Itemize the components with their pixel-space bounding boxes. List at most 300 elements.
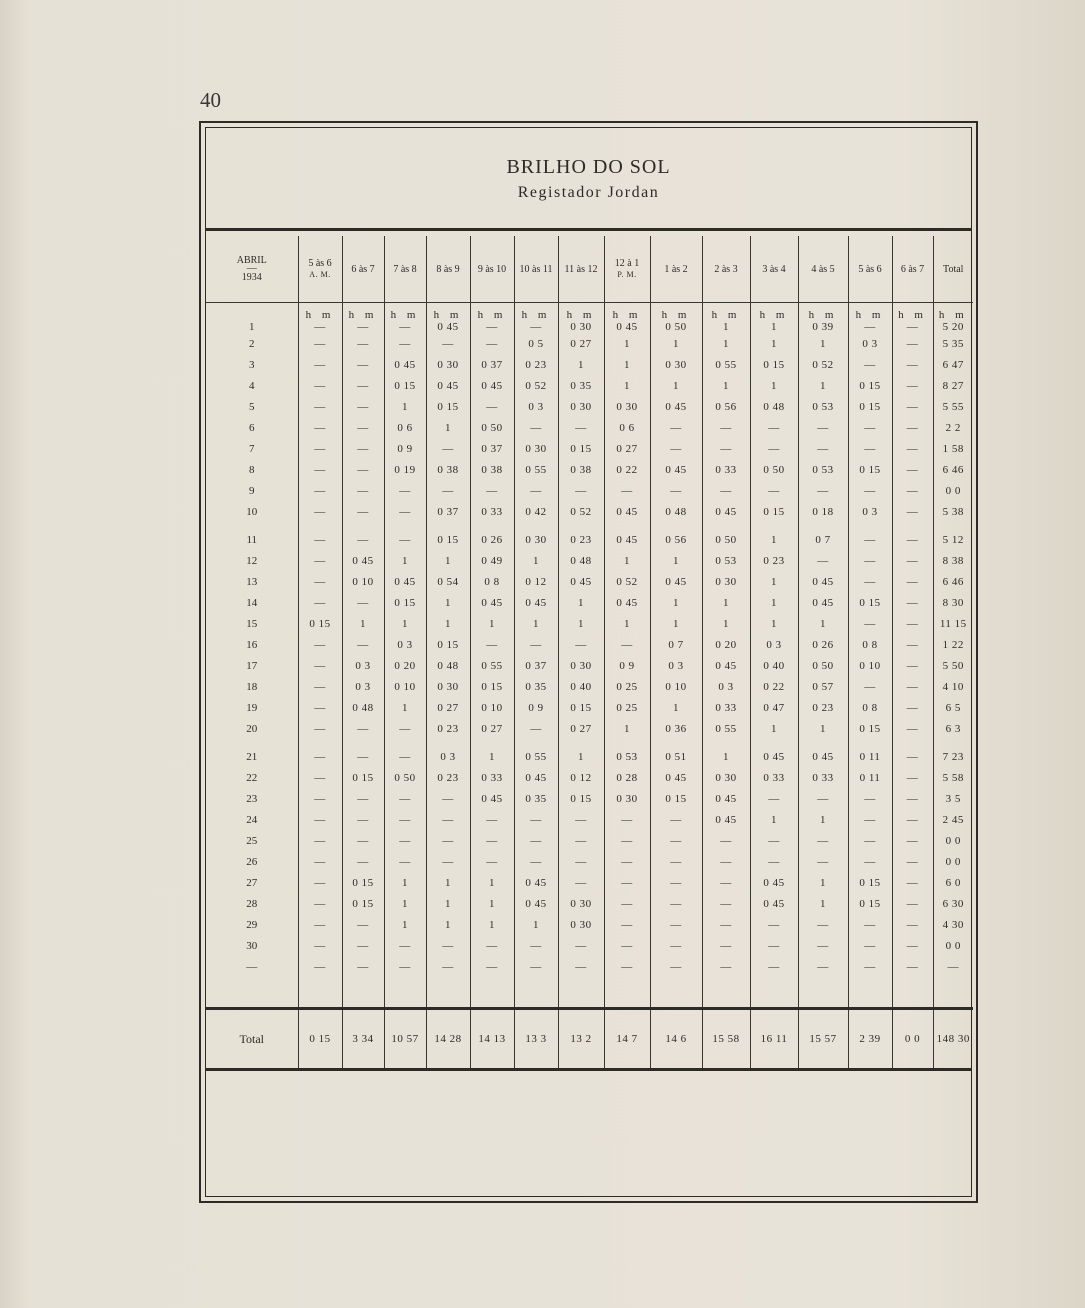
totals-label: Total <box>206 1009 298 1069</box>
hour-label: 10 às 11 <box>519 263 553 275</box>
duration-cell: 0 11 <box>848 767 892 788</box>
duration-cell <box>514 310 558 333</box>
total-value: 14 6 <box>650 1009 702 1069</box>
duration-cell: — <box>342 830 384 851</box>
duration-cell: 0 45 <box>604 529 650 550</box>
duration-cell: — <box>342 375 384 396</box>
duration-cell: 1 <box>426 613 470 634</box>
duration-cell: 1 <box>604 354 650 375</box>
duration-cell <box>558 310 604 333</box>
duration-cell: 0 47 <box>750 697 798 718</box>
spacer-cell <box>892 522 933 529</box>
duration-cell: 0 15 <box>750 501 798 522</box>
duration-cell: 0 22 <box>604 459 650 480</box>
duration-cell: 0 15 <box>342 872 384 893</box>
duration-cell: 1 <box>798 872 848 893</box>
duration-cell: 1 <box>470 613 514 634</box>
duration-cell: 0 53 <box>798 396 848 417</box>
duration-cell: 1 22 <box>933 634 973 655</box>
duration-cell: 0 15 <box>558 697 604 718</box>
spacer-cell <box>206 739 298 746</box>
duration-cell: — <box>892 935 933 956</box>
spacer-cell <box>798 522 848 529</box>
duration-value: — <box>486 321 498 333</box>
duration-cell: 3 5 <box>933 788 973 809</box>
total-value: 14 13 <box>470 1009 514 1069</box>
spacer-cell <box>848 739 892 746</box>
duration-cell: — <box>848 956 892 977</box>
duration-cell: 0 3 <box>426 746 470 767</box>
duration-cell <box>798 310 848 333</box>
duration-cell: 0 15 <box>650 788 702 809</box>
duration-cell: 0 27 <box>426 697 470 718</box>
day-row <box>206 613 973 634</box>
duration-cell: 0 45 <box>426 375 470 396</box>
duration-value: — <box>357 321 369 333</box>
duration-cell: 0 45 <box>514 592 558 613</box>
duration-cell <box>604 310 650 333</box>
duration-cell: 0 45 <box>702 809 750 830</box>
day-number: 9 <box>249 484 255 497</box>
duration-cell: 0 50 <box>798 655 848 676</box>
duration-cell: 1 <box>750 375 798 396</box>
duration-cell: — <box>702 893 750 914</box>
hour-column-header <box>342 236 384 303</box>
duration-cell: 0 45 <box>702 788 750 809</box>
duration-cell: 6 46 <box>933 459 973 480</box>
duration-cell: — <box>558 872 604 893</box>
unit-label: h m <box>348 309 378 321</box>
duration-cell: — <box>892 396 933 417</box>
duration-cell: 1 <box>384 914 426 935</box>
duration-cell: — <box>892 830 933 851</box>
duration-cell: — <box>342 788 384 809</box>
duration-cell: 0 52 <box>604 571 650 592</box>
day-row <box>206 571 973 592</box>
day-number: 24 <box>246 813 258 826</box>
day-row <box>206 872 973 893</box>
duration-cell: — <box>798 914 848 935</box>
duration-cell: — <box>342 396 384 417</box>
duration-cell: — <box>426 788 470 809</box>
duration-cell: 0 23 <box>798 697 848 718</box>
spacer-cell <box>558 739 604 746</box>
duration-cell: — <box>426 956 470 977</box>
duration-cell: — <box>558 634 604 655</box>
duration-cell: — <box>892 634 933 655</box>
duration-cell: 1 <box>470 746 514 767</box>
duration-cell: 0 53 <box>604 746 650 767</box>
duration-cell: 0 15 <box>470 676 514 697</box>
hour-label: 5 às 6 <box>858 263 882 275</box>
duration-cell: — <box>342 354 384 375</box>
day-row <box>206 333 973 354</box>
duration-cell: 0 48 <box>558 550 604 571</box>
duration-cell: — <box>702 480 750 501</box>
duration-cell: — <box>558 417 604 438</box>
duration-cell: 1 <box>750 333 798 354</box>
total-value: 16 11 <box>750 1009 798 1069</box>
duration-cell: 0 30 <box>426 676 470 697</box>
duration-cell <box>650 310 702 333</box>
hour-label: 12 à 1 <box>614 258 640 269</box>
duration-cell: — <box>798 935 848 956</box>
duration-cell: 1 <box>514 613 558 634</box>
total-column-header: Total <box>933 236 973 303</box>
duration-cell: — <box>798 788 848 809</box>
duration-cell: 0 7 <box>798 529 848 550</box>
duration-cell <box>426 310 470 333</box>
total-value: 13 3 <box>514 1009 558 1069</box>
total-value: 0 0 <box>892 1009 933 1069</box>
duration-cell: 0 0 <box>933 830 973 851</box>
duration-cell: 0 56 <box>650 529 702 550</box>
duration-cell: — <box>514 718 558 739</box>
duration-cell: 1 <box>650 333 702 354</box>
duration-cell: — <box>470 830 514 851</box>
duration-cell: — <box>298 354 342 375</box>
duration-cell: — <box>558 809 604 830</box>
duration-cell: 0 3 <box>650 655 702 676</box>
day-row <box>206 746 973 767</box>
duration-cell: 0 33 <box>798 767 848 788</box>
day-number: 17 <box>246 659 258 672</box>
spacer-cell <box>702 739 750 746</box>
duration-cell: — <box>558 480 604 501</box>
duration-cell: 0 10 <box>650 676 702 697</box>
duration-cell: — <box>848 550 892 571</box>
duration-cell: 6 30 <box>933 893 973 914</box>
duration-cell: — <box>702 830 750 851</box>
duration-cell: 6 47 <box>933 354 973 375</box>
day-row <box>206 914 973 935</box>
duration-cell: — <box>798 417 848 438</box>
day-number: 5 <box>249 400 255 413</box>
duration-value: — <box>906 321 919 333</box>
duration-cell: 0 37 <box>514 655 558 676</box>
duration-cell: — <box>558 851 604 872</box>
duration-cell: — <box>892 851 933 872</box>
duration-value: 5 20 <box>942 321 964 333</box>
duration-cell: — <box>384 956 426 977</box>
spacer-cell <box>342 739 384 746</box>
duration-cell: — <box>892 592 933 613</box>
duration-cell: — <box>750 480 798 501</box>
duration-cell: — <box>298 459 342 480</box>
duration-cell: 1 <box>426 872 470 893</box>
day-row <box>206 634 973 655</box>
duration-cell: 0 28 <box>604 767 650 788</box>
unit-label: h m <box>433 309 463 321</box>
duration-cell: 0 19 <box>384 459 426 480</box>
duration-cell: 6 5 <box>933 697 973 718</box>
duration-cell: 1 <box>650 550 702 571</box>
duration-cell <box>933 310 973 333</box>
duration-cell: — <box>384 718 426 739</box>
duration-cell: 1 <box>384 697 426 718</box>
duration-cell: 0 45 <box>750 746 798 767</box>
duration-cell: — <box>298 676 342 697</box>
duration-cell: 1 <box>702 592 750 613</box>
duration-cell: 0 10 <box>470 697 514 718</box>
duration-cell: — <box>892 417 933 438</box>
duration-cell: 0 8 <box>848 697 892 718</box>
spacer-cell <box>933 522 973 529</box>
duration-cell: — <box>604 809 650 830</box>
duration-cell: — <box>558 956 604 977</box>
spacer-cell <box>558 977 604 1009</box>
day-number: 10 <box>246 505 258 518</box>
spacer-cell <box>750 739 798 746</box>
spacer-cell <box>650 977 702 1009</box>
duration-cell: — <box>892 872 933 893</box>
duration-cell: — <box>798 438 848 459</box>
duration-cell: — <box>470 851 514 872</box>
day-number: 2 <box>249 337 255 350</box>
hour-column-header <box>604 236 650 303</box>
duration-cell: — <box>558 830 604 851</box>
spacer-cell <box>604 739 650 746</box>
duration-cell: 0 3 <box>342 655 384 676</box>
duration-cell: — <box>470 480 514 501</box>
duration-cell: 0 15 <box>342 893 384 914</box>
duration-cell: 0 15 <box>848 375 892 396</box>
duration-cell <box>298 310 342 333</box>
hour-column-header <box>558 236 604 303</box>
duration-cell <box>470 310 514 333</box>
duration-cell: — <box>892 956 933 977</box>
hour-column-header <box>702 236 750 303</box>
hour-column-header <box>470 236 514 303</box>
duration-cell: 0 30 <box>604 396 650 417</box>
unit-label: h m <box>521 309 551 321</box>
duration-value: 0 50 <box>665 321 687 333</box>
spacer-cell <box>206 303 298 311</box>
duration-cell: 0 45 <box>514 872 558 893</box>
duration-cell: 0 45 <box>750 893 798 914</box>
duration-cell: 0 8 <box>470 571 514 592</box>
spacer-cell <box>206 977 298 1009</box>
duration-cell: 0 54 <box>426 571 470 592</box>
duration-cell: 5 58 <box>933 767 973 788</box>
duration-cell: — <box>892 697 933 718</box>
duration-cell: 0 30 <box>702 767 750 788</box>
day-row <box>206 396 973 417</box>
duration-cell: 11 15 <box>933 613 973 634</box>
duration-cell: 1 <box>342 613 384 634</box>
duration-cell <box>848 310 892 333</box>
duration-cell: — <box>650 438 702 459</box>
duration-cell: — <box>342 956 384 977</box>
day-row <box>206 655 973 676</box>
duration-cell: 1 <box>470 914 514 935</box>
duration-cell: 5 38 <box>933 501 973 522</box>
duration-cell: — <box>384 501 426 522</box>
duration-cell: — <box>384 788 426 809</box>
duration-cell: 0 3 <box>702 676 750 697</box>
duration-cell: 0 45 <box>798 746 848 767</box>
duration-cell: 0 15 <box>848 396 892 417</box>
duration-cell: — <box>298 550 342 571</box>
duration-cell: — <box>650 809 702 830</box>
duration-cell: 0 18 <box>798 501 848 522</box>
duration-cell: 0 30 <box>558 396 604 417</box>
duration-cell: 0 23 <box>426 718 470 739</box>
duration-cell: 0 50 <box>750 459 798 480</box>
spacer-cell <box>342 522 384 529</box>
duration-cell: 1 <box>750 809 798 830</box>
duration-cell: 1 <box>650 697 702 718</box>
duration-cell: 1 <box>650 613 702 634</box>
duration-cell: 0 30 <box>514 529 558 550</box>
duration-cell: 0 15 <box>426 634 470 655</box>
spacer-cell <box>702 522 750 529</box>
duration-cell: 0 45 <box>702 655 750 676</box>
duration-cell: 0 45 <box>798 571 848 592</box>
duration-cell: 0 20 <box>702 634 750 655</box>
day-number: 23 <box>246 792 258 805</box>
duration-cell: — <box>650 872 702 893</box>
day-row <box>206 830 973 851</box>
day-number: 29 <box>246 918 258 931</box>
spacer-cell <box>798 977 848 1009</box>
duration-cell: — <box>514 417 558 438</box>
duration-cell: — <box>848 480 892 501</box>
duration-cell: — <box>426 438 470 459</box>
duration-cell: 1 <box>798 809 848 830</box>
duration-cell: 0 49 <box>470 550 514 571</box>
duration-cell: — <box>384 746 426 767</box>
duration-cell: — <box>650 851 702 872</box>
duration-cell: 0 15 <box>558 438 604 459</box>
duration-cell: 0 45 <box>604 592 650 613</box>
duration-cell: — <box>384 935 426 956</box>
duration-value: — <box>530 321 542 333</box>
duration-cell: — <box>750 438 798 459</box>
day-number: — <box>246 960 258 973</box>
duration-cell: 0 45 <box>470 375 514 396</box>
duration-cell: — <box>470 935 514 956</box>
duration-cell: 1 <box>426 550 470 571</box>
duration-cell: — <box>298 501 342 522</box>
header-dash: — <box>246 263 257 274</box>
duration-cell: 1 <box>384 893 426 914</box>
duration-cell: 1 <box>702 333 750 354</box>
hour-label: 8 às 9 <box>436 263 460 275</box>
duration-cell: 0 40 <box>558 676 604 697</box>
spacer-cell <box>750 977 798 1009</box>
duration-value: 0 39 <box>812 321 834 333</box>
day-row <box>206 354 973 375</box>
day-number: 27 <box>246 876 258 889</box>
duration-cell: — <box>298 417 342 438</box>
hour-label: 5 às 6 <box>308 258 332 269</box>
duration-cell: 0 38 <box>426 459 470 480</box>
duration-cell: 0 51 <box>650 746 702 767</box>
sunshine-table <box>206 236 973 1068</box>
total-value: 10 57 <box>384 1009 426 1069</box>
spacer-cell <box>384 977 426 1009</box>
duration-cell: 0 48 <box>650 501 702 522</box>
hour-column-header <box>514 236 558 303</box>
duration-cell: 0 27 <box>604 438 650 459</box>
duration-cell: — <box>384 851 426 872</box>
hour-column-header <box>384 236 426 303</box>
day-row <box>206 676 973 697</box>
duration-cell: 0 11 <box>848 746 892 767</box>
duration-cell: 0 55 <box>514 459 558 480</box>
table-frame <box>199 121 978 1203</box>
spacer-cell <box>848 522 892 529</box>
duration-cell: 0 50 <box>702 529 750 550</box>
duration-cell: 0 12 <box>558 767 604 788</box>
duration-cell: 1 <box>514 914 558 935</box>
duration-cell: — <box>892 333 933 354</box>
duration-cell: 0 20 <box>384 655 426 676</box>
duration-cell: — <box>426 851 470 872</box>
duration-cell: — <box>750 788 798 809</box>
day-number: 7 <box>249 442 255 455</box>
period-label: P. M. <box>617 270 637 279</box>
duration-cell: 1 <box>798 375 848 396</box>
duration-cell: — <box>298 655 342 676</box>
duration-cell: — <box>384 480 426 501</box>
day-row <box>206 697 973 718</box>
duration-cell: — <box>342 417 384 438</box>
duration-cell: 1 <box>604 613 650 634</box>
spacer-cell <box>514 522 558 529</box>
duration-cell: — <box>848 613 892 634</box>
duration-cell: 0 38 <box>558 459 604 480</box>
duration-cell: 0 30 <box>604 788 650 809</box>
duration-cell: 1 <box>750 613 798 634</box>
duration-cell: 0 45 <box>384 354 426 375</box>
unit-label: h m <box>305 309 335 321</box>
duration-cell: 0 50 <box>470 417 514 438</box>
hour-label: 11 às 12 <box>564 263 598 275</box>
day-number: 8 <box>249 463 255 476</box>
duration-cell: 0 9 <box>514 697 558 718</box>
duration-cell: 0 0 <box>933 935 973 956</box>
day-row <box>206 550 973 571</box>
duration-cell: 0 45 <box>750 872 798 893</box>
day-number: 14 <box>246 596 258 609</box>
duration-cell: — <box>604 634 650 655</box>
duration-cell: 0 3 <box>384 634 426 655</box>
duration-cell: 0 30 <box>558 914 604 935</box>
duration-cell: 0 45 <box>650 767 702 788</box>
duration-cell: 0 10 <box>848 655 892 676</box>
duration-cell: 0 9 <box>384 438 426 459</box>
unit-label: h m <box>390 309 420 321</box>
total-value: 148 30 <box>933 1009 973 1069</box>
duration-cell: 1 <box>514 550 558 571</box>
duration-cell: 0 6 <box>604 417 650 438</box>
period-label: A. M. <box>309 270 331 279</box>
duration-cell: 0 3 <box>848 501 892 522</box>
spacer-cell <box>514 977 558 1009</box>
duration-cell: 0 53 <box>798 459 848 480</box>
duration-cell: — <box>342 459 384 480</box>
duration-cell: — <box>604 830 650 851</box>
hour-label: 6 às 7 <box>900 263 925 275</box>
day-number: 30 <box>246 939 258 952</box>
duration-cell: 1 <box>558 592 604 613</box>
duration-cell: 0 45 <box>470 788 514 809</box>
duration-cell: 1 <box>750 529 798 550</box>
duration-cell: — <box>298 746 342 767</box>
month-label: ABRIL <box>236 255 267 266</box>
